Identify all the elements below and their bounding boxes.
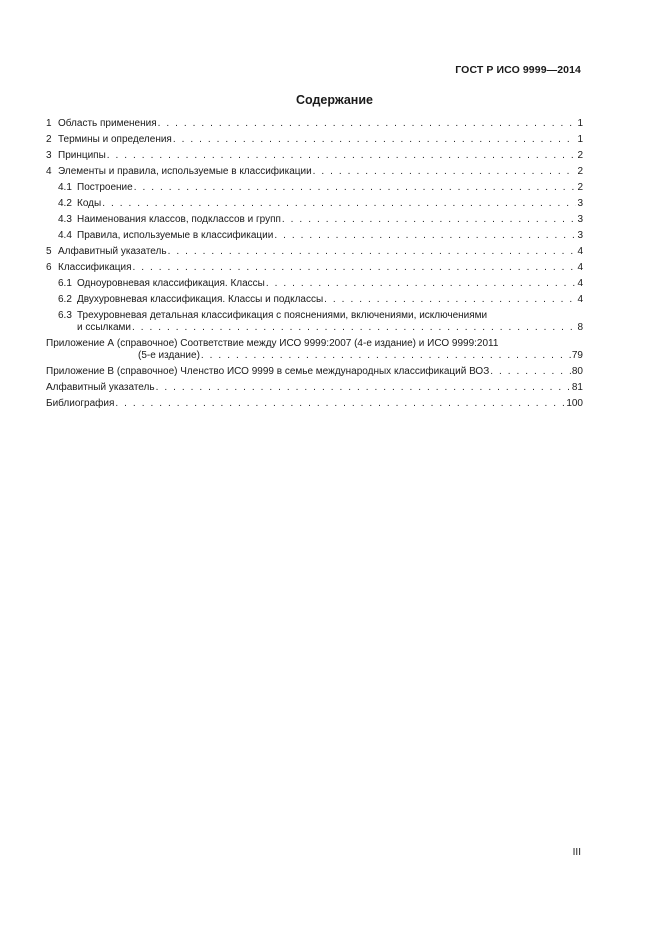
toc-entry-number: 2 [46, 134, 52, 145]
toc-entry-number: 3 [46, 150, 52, 161]
toc-entry-label: Элементы и правила, используемые в классификации [58, 166, 312, 177]
toc-entry-number: 4.4 [58, 230, 72, 241]
toc-dot-leader [324, 294, 576, 306]
toc-entry-page: 81 [571, 382, 583, 393]
toc-entry[interactable] [46, 278, 583, 290]
toc-dot-leader [156, 382, 571, 394]
toc-entry-number: 5 [46, 246, 52, 257]
toc-entry[interactable] [46, 366, 583, 378]
toc-entry-label: Двухуровневая классификация. Классы и подклассы [77, 294, 324, 305]
toc-entry-page: 4 [577, 262, 583, 273]
toc-entry-label-continued: (5-е издание) [138, 350, 200, 361]
page-title: Содержание [295, 93, 373, 107]
toc-entry-number: 6 [46, 262, 52, 273]
page-number: III [572, 847, 581, 858]
toc-entry[interactable] [46, 294, 583, 306]
toc-entry[interactable] [46, 230, 583, 242]
toc-entry-number: 1 [46, 118, 52, 129]
toc-entry-label: Построение [77, 182, 133, 193]
toc-dot-leader [102, 198, 576, 210]
toc-entry-label: Алфавитный указатель [58, 246, 167, 257]
toc-dot-leader [201, 350, 571, 362]
toc-entry-page: 79 [571, 350, 583, 361]
toc-entry-page: 1 [577, 134, 583, 145]
table-of-contents [46, 118, 583, 414]
toc-entry[interactable] [46, 118, 583, 130]
toc-entry-page: 4 [577, 278, 583, 289]
toc-dot-leader [168, 246, 577, 258]
toc-entry[interactable] [46, 166, 583, 178]
toc-entry-number: 6.1 [58, 278, 72, 289]
toc-entry-label: Трехуровневая детальная классификация с пояснениями, включениями, исключениями [77, 310, 488, 321]
toc-dot-leader [173, 134, 577, 146]
toc-dot-leader [313, 166, 577, 178]
toc-entry-page: 3 [577, 198, 583, 209]
toc-dot-leader [282, 214, 577, 226]
toc-entry[interactable] [46, 246, 583, 258]
toc-entry[interactable] [46, 134, 583, 146]
toc-entry-label: Библиография [46, 398, 115, 409]
toc-entry-label-continued: и ссылками [77, 322, 132, 333]
toc-entry[interactable] [46, 182, 583, 194]
toc-entry-label: Область применения [58, 118, 157, 129]
toc-dot-leader [115, 398, 565, 410]
toc-entry-page: 100 [566, 398, 583, 409]
toc-entry-label: Алфавитный указатель [46, 382, 155, 393]
toc-dot-leader [158, 118, 577, 130]
toc-entry-number: 6.2 [58, 294, 72, 305]
toc-entry-page: 1 [577, 118, 583, 129]
toc-entry-page: 4 [577, 246, 583, 257]
toc-entry[interactable] [46, 198, 583, 210]
toc-entry[interactable] [46, 382, 583, 394]
toc-dot-leader [107, 150, 577, 162]
toc-entry-label: Правила, используемые в классификации [77, 230, 274, 241]
toc-entry-page: 8 [577, 322, 583, 333]
toc-entry-page: 3 [577, 214, 583, 225]
toc-entry[interactable] [46, 262, 583, 274]
toc-entry[interactable] [46, 214, 583, 226]
toc-entry-page: 2 [577, 150, 583, 161]
toc-dot-leader [132, 322, 576, 334]
toc-entry-page: 3 [577, 230, 583, 241]
toc-entry-label: Наименования классов, подклассов и групп [77, 214, 281, 225]
toc-entry-number: 4.2 [58, 198, 72, 209]
toc-entry-label: Приложение А (справочное) Соответствие между ИСО 9999:2007 (4-е издание) и ИСО 9999:2011 [46, 338, 499, 349]
toc-entry-page: 80 [571, 366, 583, 377]
toc-entry-label: Классификация [58, 262, 132, 273]
toc-entry-label: Термины и определения [58, 134, 172, 145]
toc-dot-leader [490, 366, 571, 378]
toc-entry-number: 4.1 [58, 182, 72, 193]
toc-dot-leader [134, 182, 577, 194]
toc-entry[interactable] [46, 338, 583, 362]
toc-entry-page: 2 [577, 182, 583, 193]
toc-entry[interactable] [46, 398, 583, 410]
toc-entry-page: 4 [577, 294, 583, 305]
toc-entry[interactable] [46, 310, 583, 334]
toc-entry-label: Коды [77, 198, 102, 209]
toc-dot-leader [133, 262, 577, 274]
toc-entry-number: 6.3 [58, 310, 72, 321]
toc-entry-label: Принципы [58, 150, 106, 161]
toc-entry-page: 2 [577, 166, 583, 177]
toc-entry-label: Приложение В (справочное) Членство ИСО 9999 в семье международных классификаций ВОЗ [46, 366, 490, 377]
toc-entry-label: Одноуровневая классификация. Классы [77, 278, 265, 289]
toc-dot-leader [266, 278, 577, 290]
toc-entry-number: 4 [46, 166, 52, 177]
toc-entry[interactable] [46, 150, 583, 162]
toc-dot-leader [274, 230, 576, 242]
document-code: ГОСТ Р ИСО 9999—2014 [455, 64, 581, 76]
toc-entry-number: 4.3 [58, 214, 72, 225]
